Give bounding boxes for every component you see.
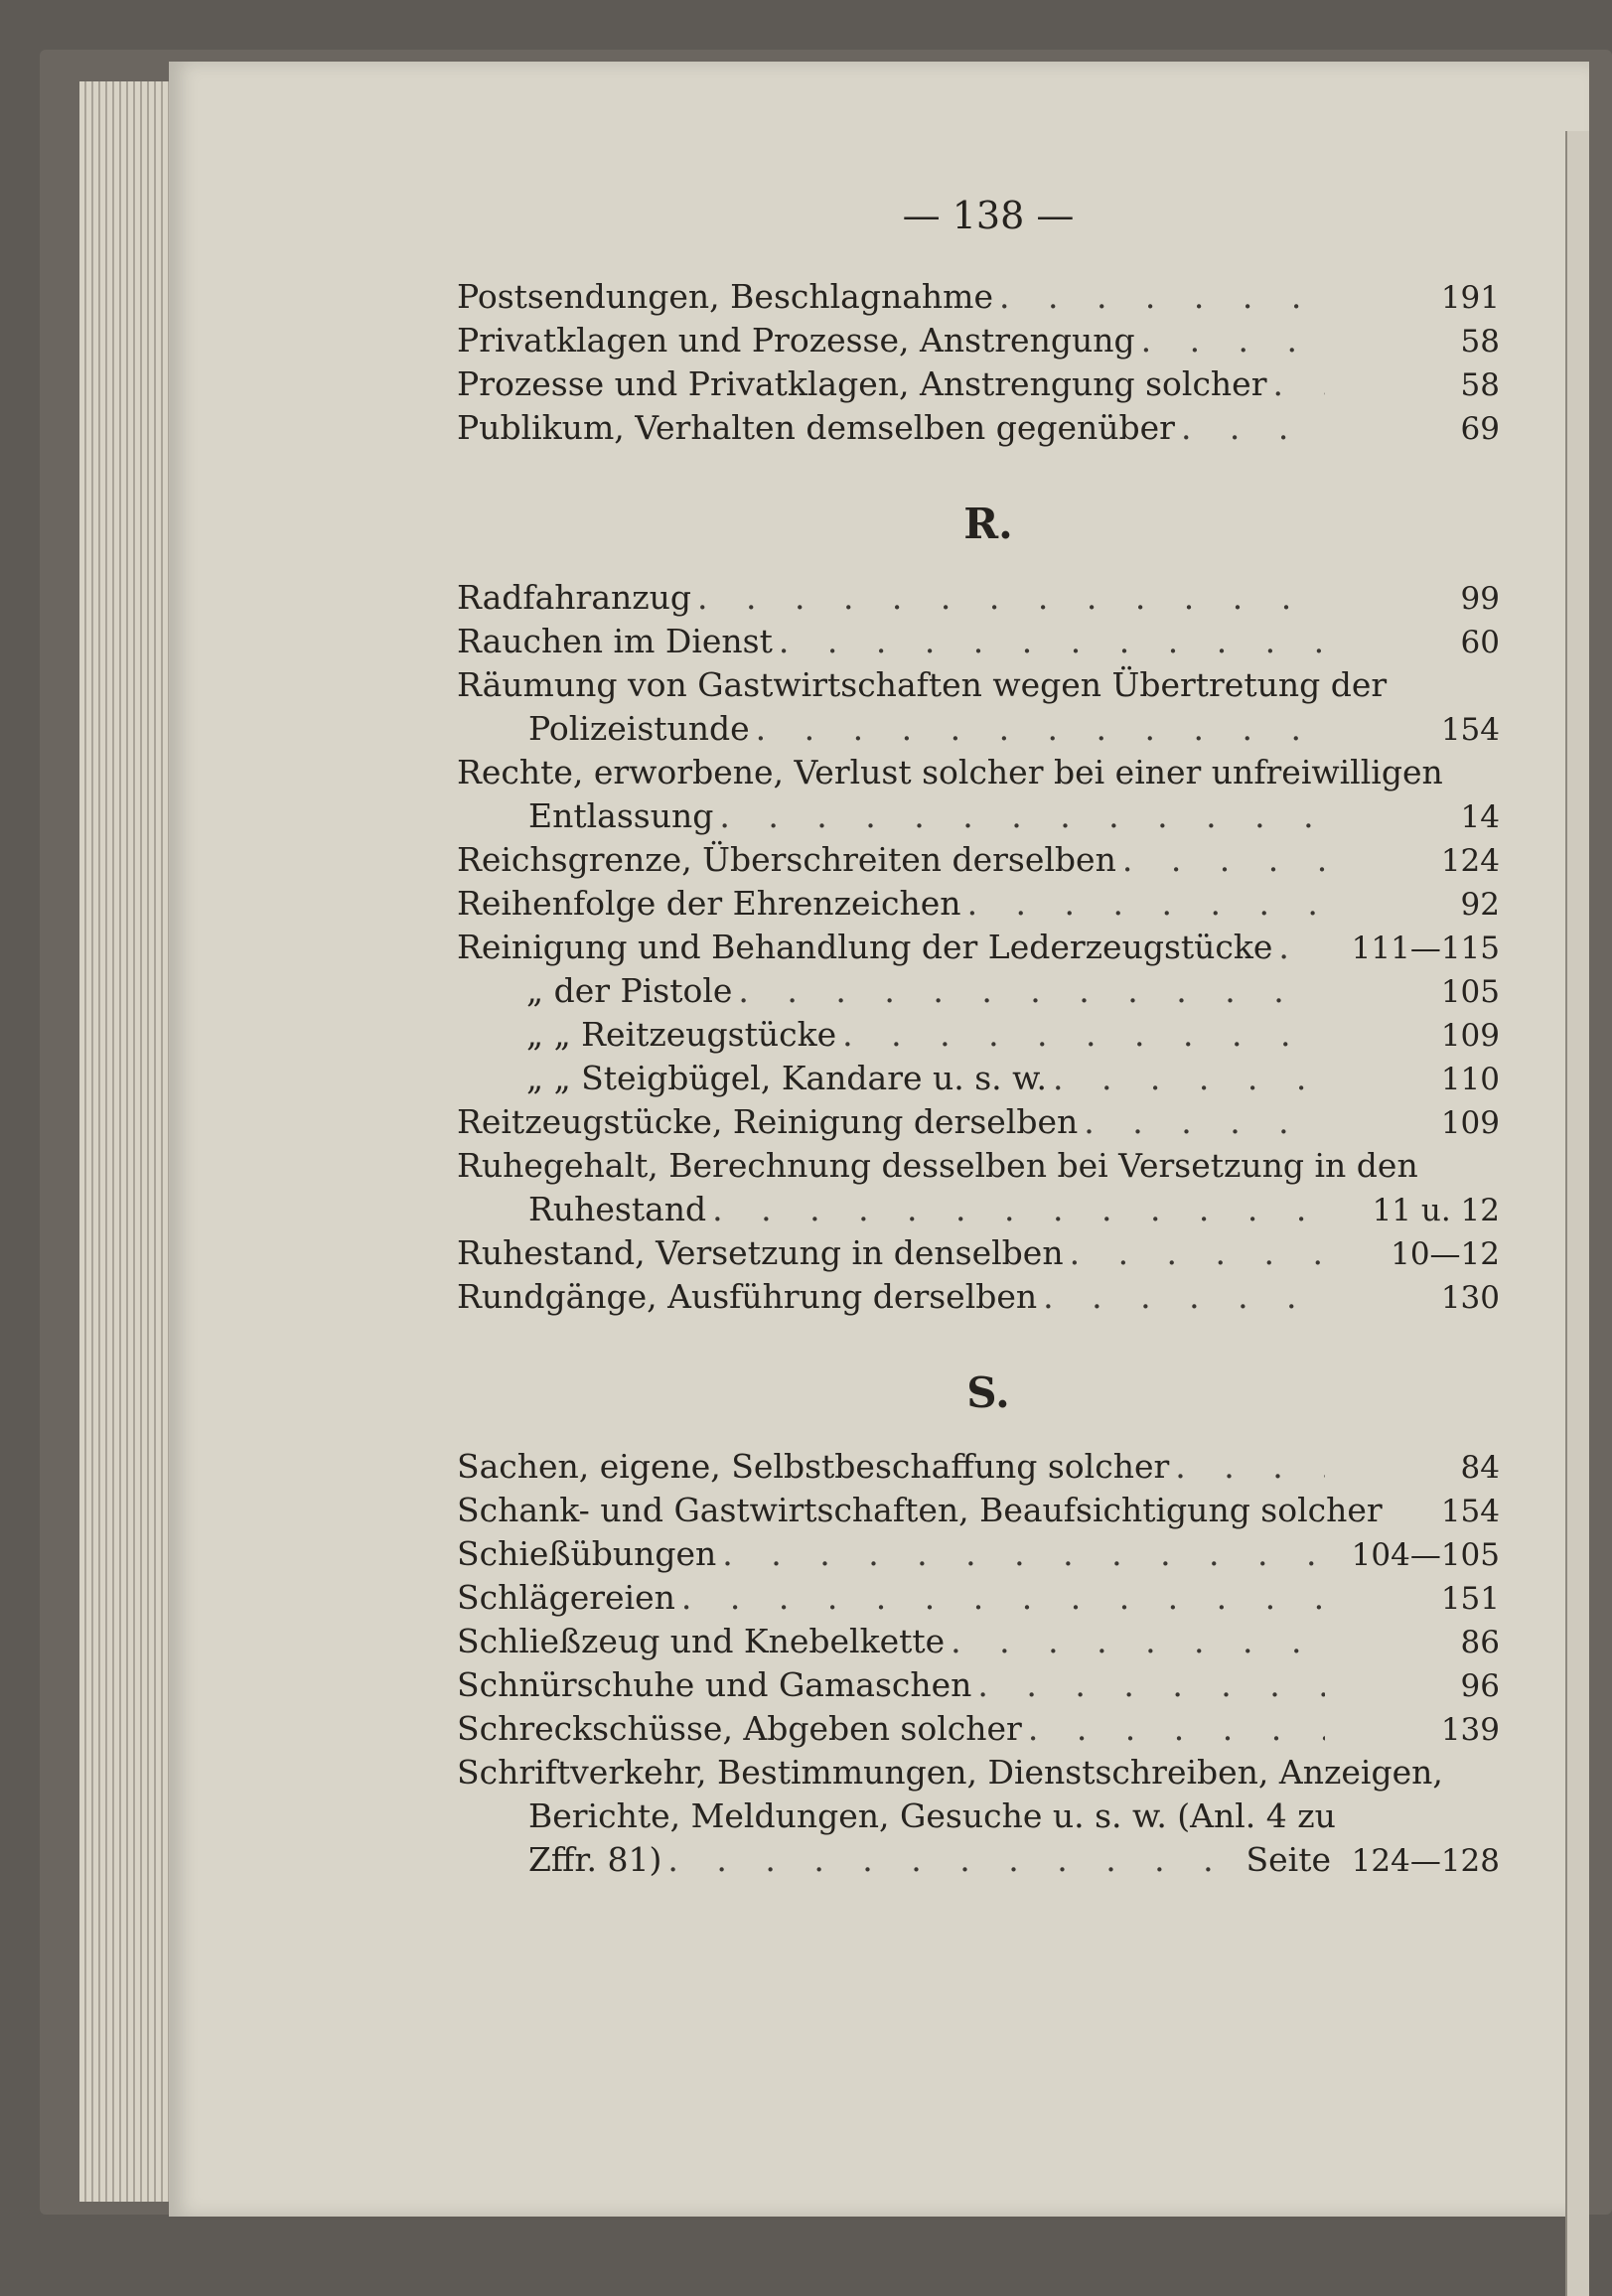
index-entry: Entlassung . . . 14 <box>457 796 1500 840</box>
index-entry: Polizeistunde . . . 154 <box>457 709 1500 753</box>
index-entry: Rundgänge, Ausführung derselben . . . 130 <box>457 1277 1500 1321</box>
section-heading-r: R. <box>963 500 1013 548</box>
index-entry: Reihenfolge der Ehrenzeichen . . . 92 <box>457 884 1500 928</box>
right-page-edge <box>1565 131 1589 2296</box>
index-block-s <box>457 1447 1500 1884</box>
index-entry: Privatklagen und Prozesse, Anstrengung . . . 58 <box>457 321 1500 364</box>
index-entry-line: Ruhegehalt, Berechnung desselben bei Versetzung in den <box>457 1146 1418 1185</box>
index-entry: „ „ Steigbügel, Kandare u. s. w. . . . 110 <box>457 1059 1500 1102</box>
index-entry: Schießübungen . . . 104—105 <box>457 1534 1500 1578</box>
index-entry: Schnürschuhe und Gamaschen . . . 96 <box>457 1665 1500 1709</box>
section-heading-s: S. <box>966 1368 1010 1417</box>
index-content <box>457 194 1500 1884</box>
index-entry: „ der Pistole . . . 105 <box>457 971 1500 1015</box>
index-entry: Schlägereien . . . 151 <box>457 1578 1500 1622</box>
index-entry-line: Rechte, erworbene, Verlust solcher bei einer unfreiwilligen <box>457 753 1443 791</box>
index-entry: Sachen, eigene, Selbstbeschaffung solcher . . . 84 <box>457 1447 1500 1491</box>
index-entry: Ruhestand . . . 11 u. 12 <box>457 1190 1500 1233</box>
index-entry: Zffr. 81) . . . Seite 124—128 <box>457 1840 1500 1884</box>
index-entry: Reichsgrenze, Überschreiten derselben . . . 124 <box>457 840 1500 884</box>
index-entry: „ „ Reitzeugstücke . . . 109 <box>457 1015 1500 1059</box>
index-entry-line: Schriftverkehr, Bestimmungen, Dienstschreiben, Anzeigen, <box>457 1753 1443 1792</box>
index-entry-line: Berichte, Meldungen, Gesuche u. s. w. (Anl. 4 zu <box>528 1796 1336 1835</box>
index-entry: Reitzeugstücke, Reinigung derselben . . . 109 <box>457 1102 1500 1146</box>
index-block-p <box>457 277 1500 452</box>
index-entry: Schank- und Gastwirtschaften, Beaufsichtigung solcher 154 <box>457 1491 1500 1529</box>
index-entry: Ruhestand, Versetzung in denselben . . . 10—12 <box>457 1233 1500 1277</box>
index-entry: Radfahranzug . . . 99 <box>457 578 1500 622</box>
index-entry: Schreckschüsse, Abgeben solcher . . . 139 <box>457 1709 1500 1753</box>
index-entry: Postsendungen, Beschlagnahme . . . 191 <box>457 277 1500 321</box>
index-block-r <box>457 578 1500 1321</box>
page-number: — 138 — <box>902 194 1075 237</box>
index-entry: Prozesse und Privatklagen, Anstrengung solcher . . . 58 <box>457 364 1500 408</box>
index-entry-line: Räumung von Gastwirtschaften wegen Übertretung der <box>457 665 1388 704</box>
index-entry: Publikum, Verhalten demselben gegenüber . . . 69 <box>457 408 1500 452</box>
index-entry: Schließzeug und Knebelkette . . . 86 <box>457 1622 1500 1665</box>
index-entry: Rauchen im Dienst . . . 60 <box>457 622 1500 665</box>
index-entry: Reinigung und Behandlung der Lederzeugstücke . . . 111—115 <box>457 928 1500 971</box>
